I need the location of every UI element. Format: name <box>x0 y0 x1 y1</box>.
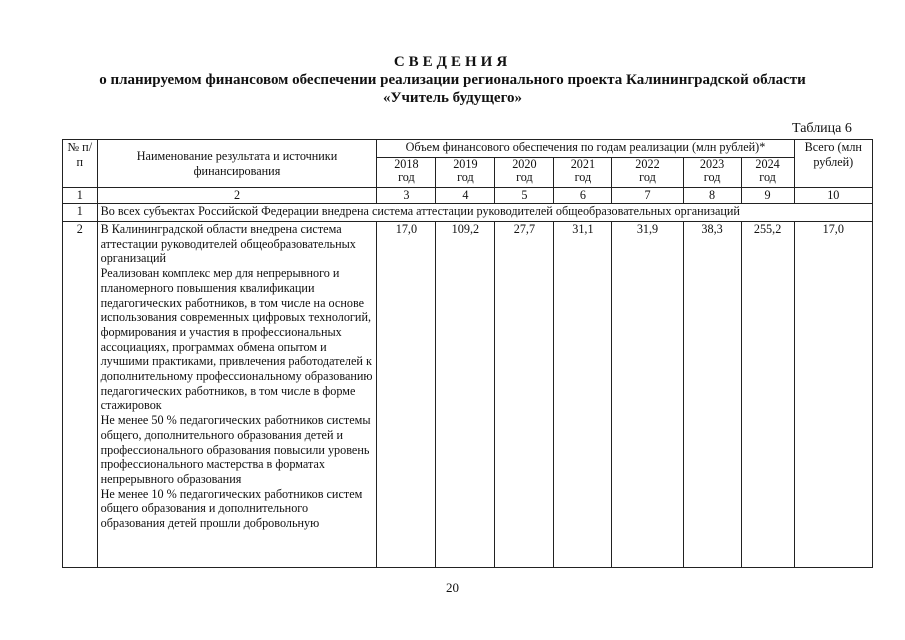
value-2021: 31,1 <box>554 222 612 568</box>
year-2022: 2022 год <box>612 158 683 188</box>
title-main: СВЕДЕНИЯ <box>393 54 512 70</box>
col-index: 10 <box>794 188 872 204</box>
value-2018: 17,0 <box>377 222 436 568</box>
col-index: 5 <box>495 188 554 204</box>
description-paragraph: Не менее 10 % педагогических работников систем общего образования и дополнительного образования детей прошли добровольную <box>100 486 363 531</box>
table-row <box>63 204 873 222</box>
year-2024: 2024 год <box>741 158 794 188</box>
header-volume: Объем финансового обеспечения по годам реализации (млн рублей)* <box>377 140 794 158</box>
value-2019: 109,2 <box>436 222 495 568</box>
row-number: 2 <box>63 222 98 568</box>
col-index: 7 <box>612 188 683 204</box>
row-number: 1 <box>63 204 98 222</box>
col-index: 8 <box>683 188 741 204</box>
header-num: № п/п <box>63 140 98 188</box>
description-paragraph: Реализован комплекс мер для непрерывного и планомерного повышения квалификации педагогических работников, в том числе на основе использования современных цифровых технологий, формирования и участия в профессиональных ассоциациях, программах обмена опытом и лучшими практиками, привлечения работодателей к дополнительному профессиональному образованию педагогических работников, в том числе в форме стажировок <box>100 266 373 413</box>
col-index: 6 <box>554 188 612 204</box>
description-paragraph: Не менее 50 % педагогических работников системы общего, дополнительного образования детей и профессионального образования повысили уровень профессионального мастерства в форматах непрерывного образования <box>100 413 371 486</box>
col-index: 3 <box>377 188 436 204</box>
value-2020: 27,7 <box>495 222 554 568</box>
row-description <box>97 222 377 568</box>
title-subtitle: о планируемом финансовом обеспечении реализации регионального проекта Калининградской области <box>99 72 806 88</box>
col-index: 9 <box>741 188 794 204</box>
header-name: Наименование результата и источники финансирования <box>97 140 377 188</box>
col-index: 2 <box>97 188 377 204</box>
col-index: 1 <box>63 188 98 204</box>
value-total: 17,0 <box>794 222 872 568</box>
col-index: 4 <box>436 188 495 204</box>
header-total: Всего (млн рублей) <box>794 140 872 188</box>
row-section-title: Во всех субъектах Российской Федерации внедрена система аттестации руководителей общеобразовательных организаций <box>97 204 872 222</box>
year-2018: 2018 год <box>377 158 436 188</box>
value-2022: 31,9 <box>612 222 683 568</box>
value-2024: 255,2 <box>741 222 794 568</box>
year-2019: 2019 год <box>436 158 495 188</box>
value-2023: 38,3 <box>683 222 741 568</box>
table-label: Таблица 6 <box>792 121 852 136</box>
financing-table <box>62 139 873 568</box>
table-row <box>63 222 873 568</box>
year-2023: 2023 год <box>683 158 741 188</box>
title-project-name: «Учитель будущего» <box>382 90 523 106</box>
document-title <box>0 53 905 107</box>
page-number: 20 <box>446 580 459 595</box>
column-index-row <box>63 188 873 204</box>
year-2020: 2020 год <box>495 158 554 188</box>
year-2021: 2021 год <box>554 158 612 188</box>
description-paragraph: В Калининградской области внедрена система аттестации руководителей общеобразовательных организаций <box>100 222 356 266</box>
